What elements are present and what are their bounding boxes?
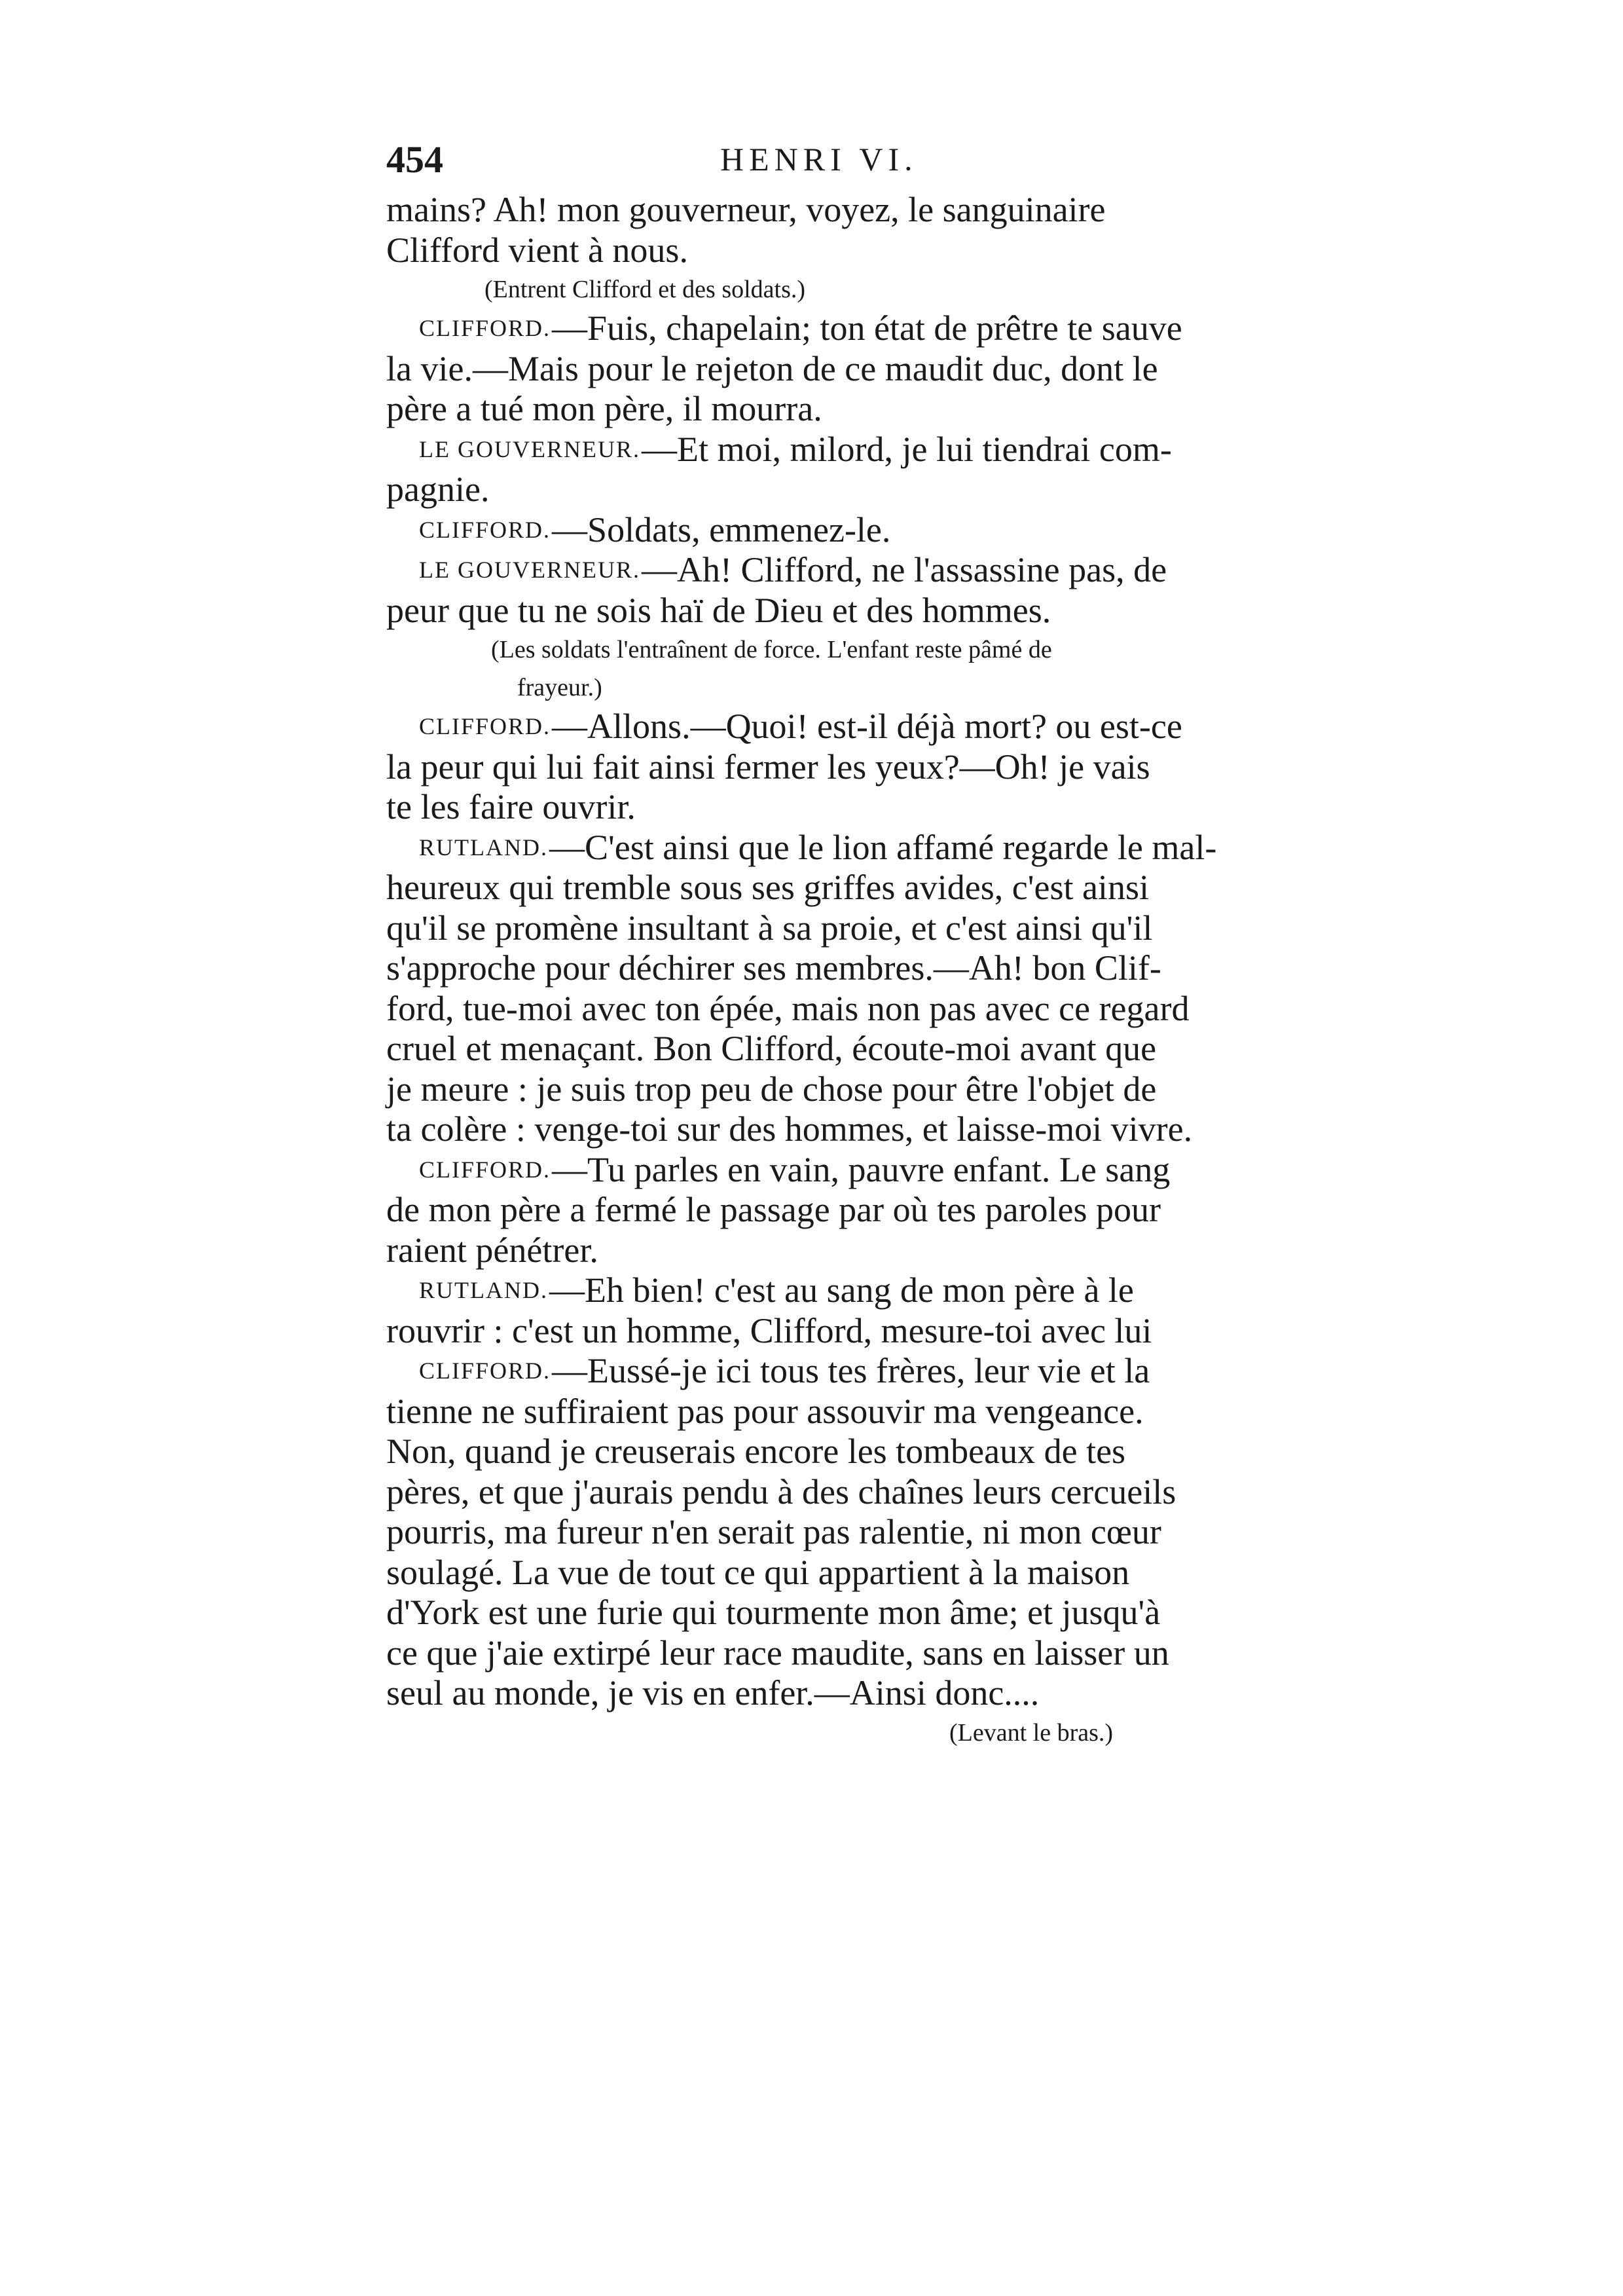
stage-direction: (Entrent Clifford et des soldats.) [484, 276, 806, 303]
text-line [386, 908, 1254, 949]
speaker-name: CLIFFORD. [419, 516, 551, 543]
text-line [386, 1190, 1254, 1231]
text-line [386, 1150, 1254, 1191]
text-line [386, 349, 1254, 390]
line-text: tienne ne suffiraient pas pour assouvir ma vengeance. [386, 1391, 1144, 1431]
line-text: —Ah! Clifford, ne l'assassine pas, de [641, 550, 1167, 589]
line-text: seul au monde, je vis en enfer.—Ainsi donc.... [386, 1673, 1040, 1713]
line-text: s'approche pour déchirer ses membres.—Ah! bon Clif- [386, 948, 1161, 988]
line-text: —C'est ainsi que le lion affamé regarde le mal- [549, 827, 1217, 867]
text-line [386, 707, 1254, 747]
text-line [386, 787, 1254, 828]
text-line [386, 1351, 1254, 1392]
text-line [386, 1633, 1254, 1674]
speaker-name: RUTLAND. [419, 834, 548, 861]
line-text: cruel et menaçant. Bon Clifford, écoute-moi avant que [386, 1029, 1157, 1068]
text-line [386, 1392, 1254, 1432]
line-text: ce que j'aie extirpé leur race maudite, sans en laisser un [386, 1633, 1169, 1673]
page-number: 454 [386, 138, 443, 181]
line-text: pourris, ma fureur n'en serait pas ralentie, ni mon cœur [386, 1512, 1161, 1551]
line-text: la peur qui lui fait ainsi fermer les yeux?—Oh! je vais [386, 747, 1150, 787]
line-text: —Tu parles en vain, pauvre enfant. Le sang [552, 1149, 1171, 1189]
body-text [386, 190, 1254, 1752]
text-line [386, 550, 1254, 591]
line-text: ta colère : venge-toi sur des hommes, et laisse-moi vivre. [386, 1109, 1193, 1149]
text-line [386, 747, 1254, 788]
line-text: raient pénétrer. [386, 1230, 598, 1270]
line-text: —Fuis, chapelain; ton état de prêtre te sauve [552, 308, 1182, 348]
text-line [386, 1231, 1254, 1271]
text-line [386, 828, 1254, 868]
line-text: soulagé. La vue de tout ce qui appartient à la maison [386, 1552, 1130, 1592]
stage-direction: (Levant le bras.) [949, 1718, 1114, 1747]
line-text: —Eussé-je ici tous tes frères, leur vie et la [552, 1351, 1150, 1390]
text-line [386, 190, 1254, 231]
stage-direction: frayeur.) [517, 674, 602, 701]
line-text: de mon père a fermé le passage par où tes paroles pour [386, 1190, 1161, 1229]
speaker-name: CLIFFORD. [419, 713, 551, 739]
line-text: père a tué mon père, il mourra. [386, 389, 822, 428]
line-text: rouvrir : c'est un homme, Clifford, mesure-toi avec lui [386, 1310, 1152, 1350]
text-line [386, 1029, 1254, 1069]
speaker-name: RUTLAND. [419, 1277, 548, 1303]
text-line [386, 948, 1254, 989]
line-text: Non, quand je creuserais encore les tombeaux de tes [386, 1432, 1126, 1471]
running-title: HENRI VI. [720, 141, 918, 177]
text-line [386, 231, 1254, 271]
text-line [386, 1432, 1254, 1472]
line-text: heureux qui tremble sous ses griffes avides, c'est ainsi [386, 868, 1149, 907]
text-line [386, 1593, 1254, 1633]
speaker-name: CLIFFORD. [419, 1156, 551, 1183]
line-text: —Eh bien! c'est au sang de mon père à le [549, 1270, 1134, 1310]
text-line [386, 470, 1254, 510]
text-line [386, 1512, 1254, 1553]
line-text: d'York est une furie qui tourmente mon âme; et jusqu'à [386, 1593, 1161, 1632]
book-page [386, 131, 1254, 1752]
speaker-name: CLIFFORD. [419, 315, 551, 341]
text-line [386, 1553, 1254, 1593]
text-line [386, 989, 1254, 1029]
text-line [386, 389, 1254, 430]
line-text: pères, et que j'aurais pendu à des chaînes leurs cercueils [386, 1472, 1176, 1511]
text-line [386, 510, 1254, 551]
line-text: —Soldats, emmenez-le. [552, 509, 891, 549]
line-text: —Allons.—Quoi! est-il déjà mort? ou est-ce [552, 707, 1182, 746]
text-line [386, 1270, 1254, 1311]
line-text: mains? Ah! mon gouverneur, voyez, le sanguinaire [386, 190, 1106, 229]
line-text: je meure : je suis trop peu de chose pour être l'objet de [386, 1069, 1157, 1109]
page-header [386, 131, 1254, 190]
speaker-name: LE GOUVERNEUR. [419, 557, 640, 583]
text-line [386, 1109, 1254, 1150]
text-line [386, 1673, 1254, 1714]
line-text: pagnie. [386, 470, 490, 509]
line-text: te les faire ouvrir. [386, 787, 636, 826]
line-text: Clifford vient à nous. [386, 230, 688, 270]
text-line [386, 591, 1254, 631]
line-text: la vie.—Mais pour le rejeton de ce maudit duc, dont le [386, 348, 1158, 388]
line-text: —Et moi, milord, je lui tiendrai com- [641, 429, 1172, 469]
text-line [386, 1069, 1254, 1110]
speaker-name: CLIFFORD. [419, 1358, 551, 1384]
text-line [386, 868, 1254, 908]
line-text: qu'il se promène insultant à sa proie, et c'est ainsi qu'il [386, 908, 1153, 948]
line-text: ford, tue-moi avec ton épée, mais non pas avec ce regard [386, 988, 1190, 1028]
line-text: peur que tu ne sois haï de Dieu et des hommes. [386, 590, 1051, 630]
speaker-name: LE GOUVERNEUR. [419, 435, 640, 462]
text-line [386, 1472, 1254, 1513]
text-line [386, 1311, 1254, 1352]
stage-direction: (Les soldats l'entraînent de force. L'enfant reste pâmé de [491, 636, 1052, 663]
text-line [386, 430, 1254, 470]
text-line [386, 308, 1254, 349]
